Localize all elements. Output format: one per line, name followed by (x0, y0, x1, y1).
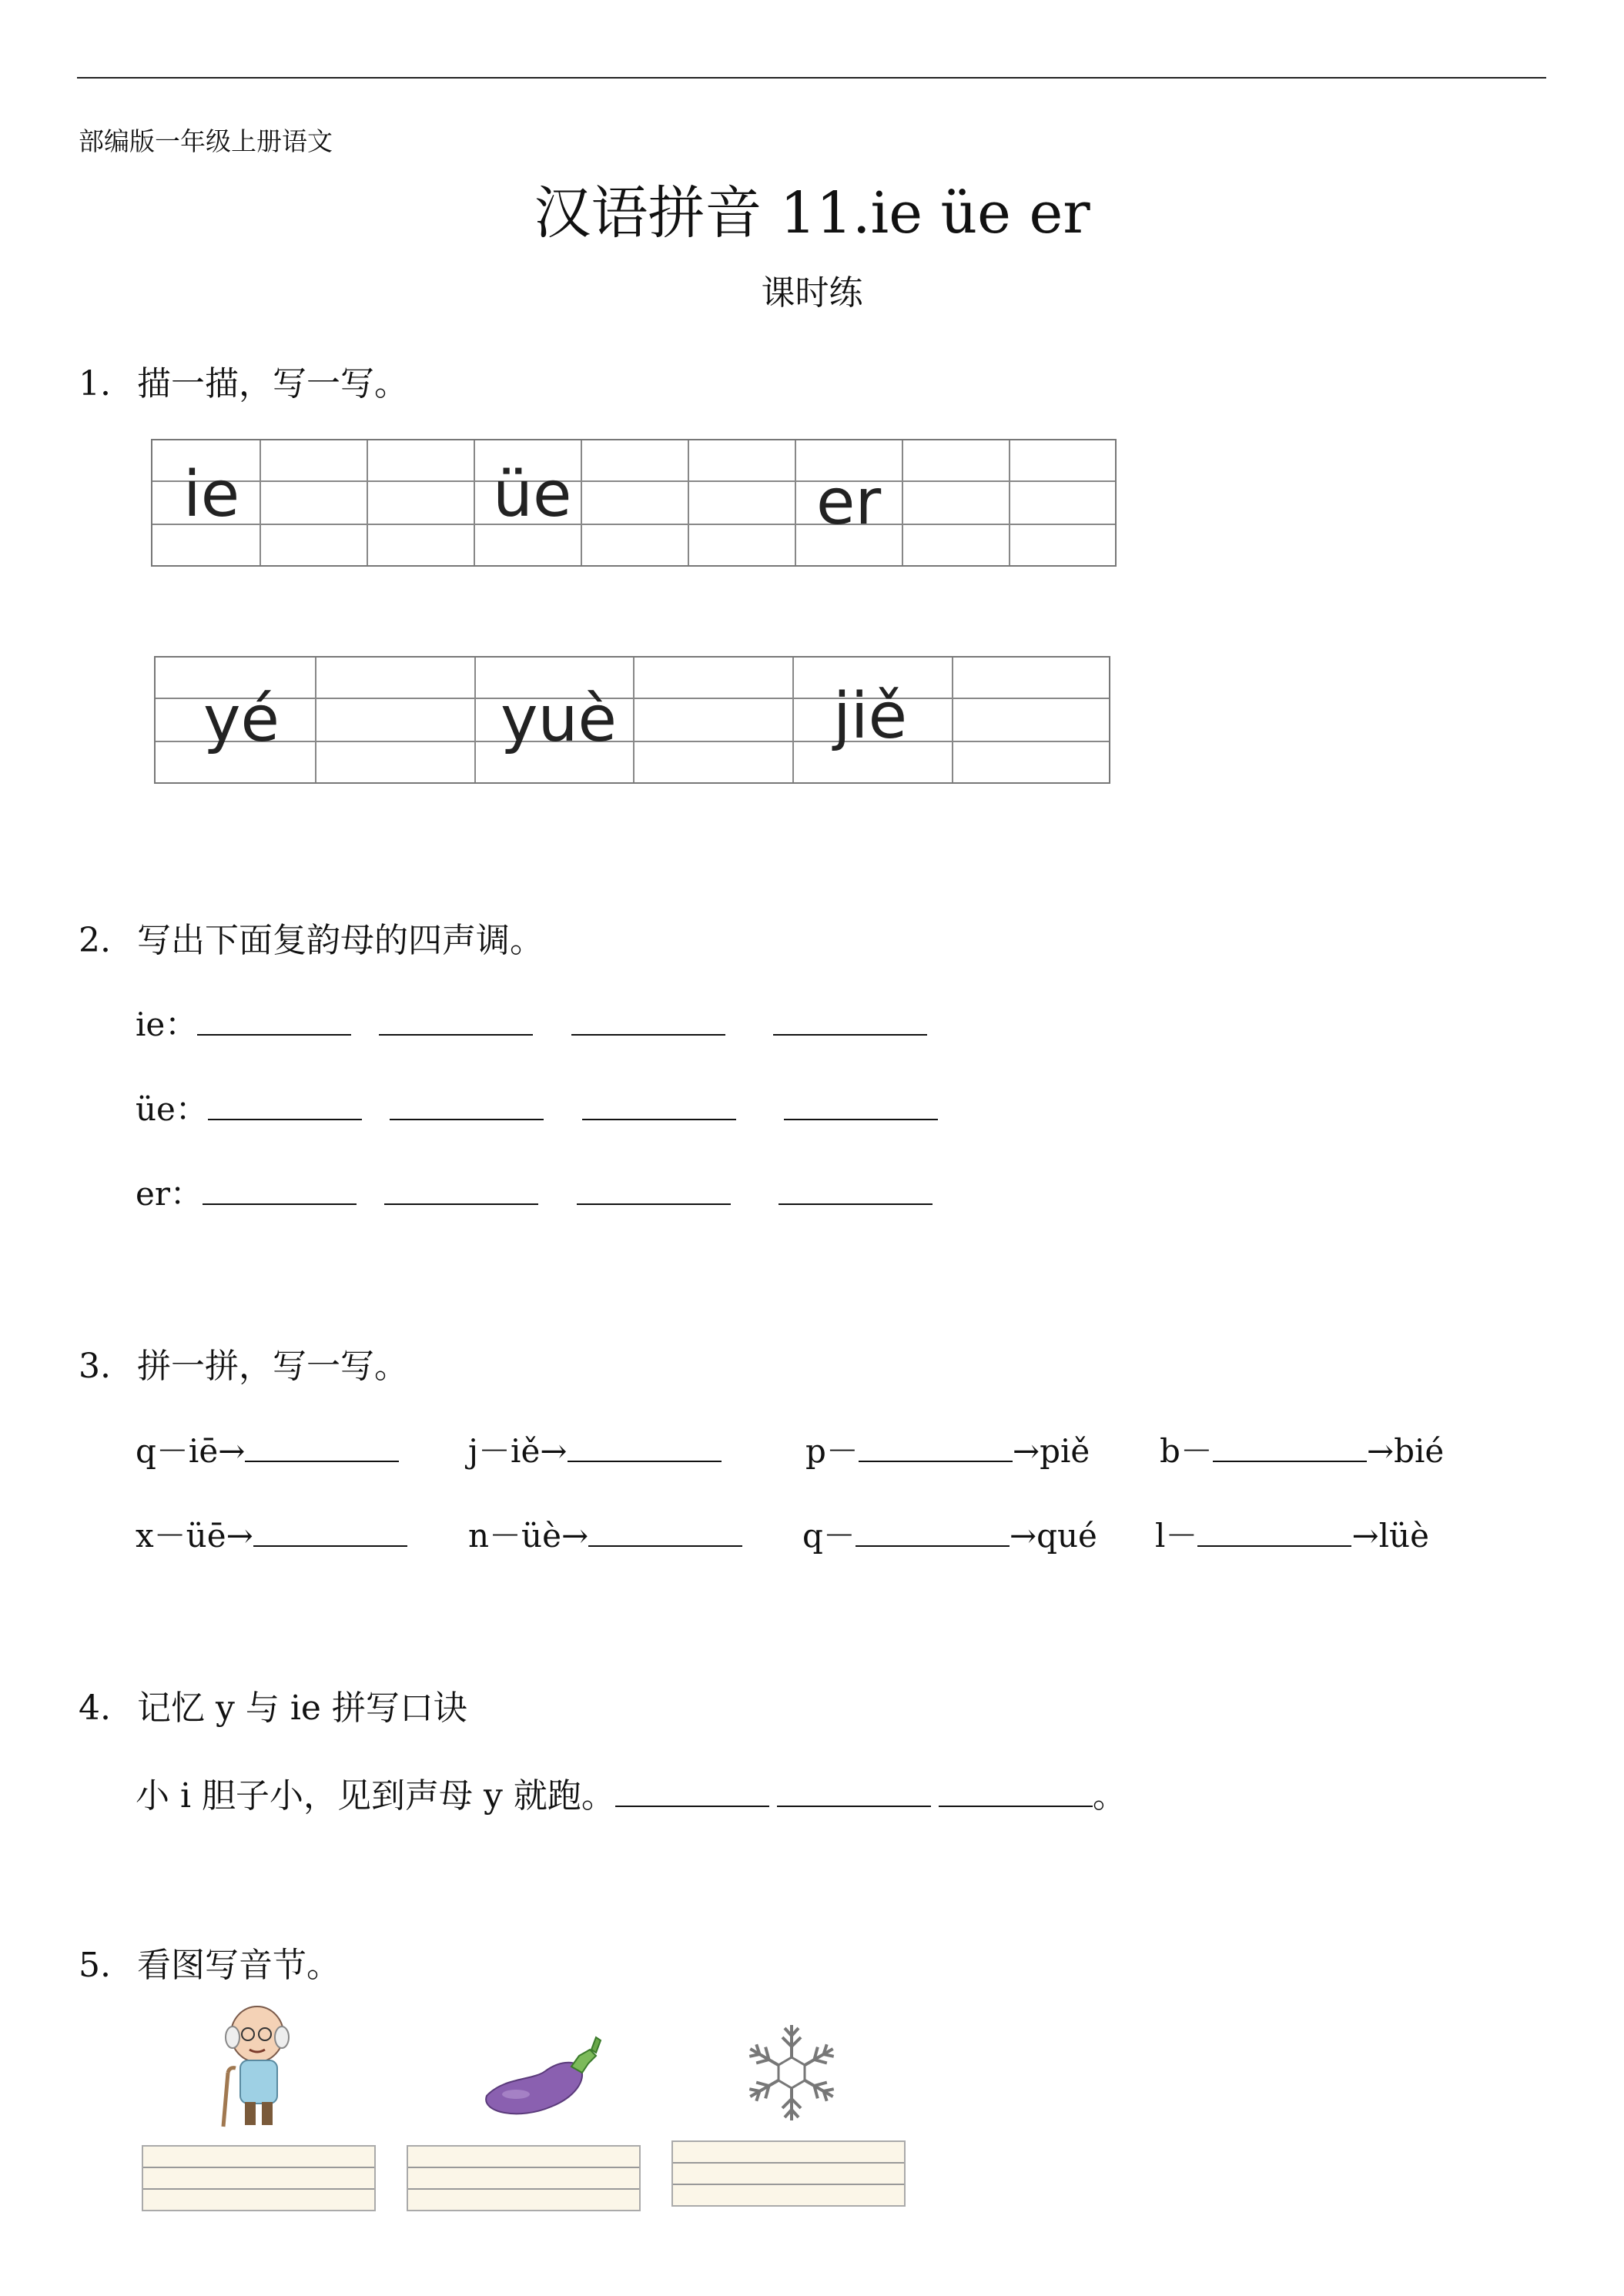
tone-row-er (136, 1169, 933, 1215)
answer-blank[interactable] (253, 1514, 407, 1547)
answer-blank[interactable] (856, 1514, 1010, 1547)
question-prompt: 记忆 y 与 ie 拼写口诀 (137, 1689, 467, 1728)
spell-result: →bié (1366, 1432, 1445, 1470)
answer-box[interactable] (671, 2140, 906, 2207)
answer-blank[interactable] (784, 1088, 938, 1120)
answer-blank[interactable] (588, 1514, 742, 1547)
question-prompt: 拼一拼，写一写。 (137, 1347, 408, 1386)
answer-blank[interactable] (615, 1775, 769, 1807)
spell-item (802, 1511, 1097, 1557)
answer-blank[interactable] (777, 1775, 931, 1807)
question-number: 1. (79, 364, 111, 403)
spell-prompt: p－ (805, 1432, 859, 1470)
question-2 (79, 912, 544, 962)
answer-blank[interactable] (568, 1430, 722, 1462)
answer-blank[interactable] (577, 1173, 731, 1205)
trace-item: üe (493, 458, 572, 531)
snowflake-icon (738, 2019, 845, 2127)
tone-label: er： (136, 1175, 203, 1213)
spell-item (468, 1426, 722, 1472)
question-1 (79, 356, 408, 405)
question-prompt: 写出下面复韵母的四声调。 (137, 921, 544, 960)
answer-blank[interactable] (779, 1173, 933, 1205)
spell-item (1160, 1426, 1444, 1472)
trace-grid-1[interactable] (151, 439, 1117, 567)
answer-blank[interactable] (197, 1003, 351, 1036)
trace-item: yé (203, 683, 280, 756)
question-number: 2. (79, 921, 111, 960)
answer-blank[interactable] (245, 1430, 399, 1462)
spell-result: →lüè (1351, 1517, 1429, 1555)
spell-item (1155, 1511, 1429, 1557)
eggplant-icon (473, 2033, 604, 2125)
question-4 (79, 1680, 467, 1729)
tone-label: ie： (136, 1006, 198, 1043)
question-3 (79, 1338, 408, 1387)
page-title: 汉语拼音 11.ie üe er (534, 180, 1090, 246)
spell-prompt: q－iē→ (136, 1432, 246, 1470)
spell-item (136, 1426, 399, 1472)
spell-result: →qué (1009, 1517, 1097, 1555)
answer-blank[interactable] (939, 1775, 1093, 1807)
tone-row-ie (136, 999, 927, 1046)
tone-label: üe： (136, 1090, 208, 1128)
answer-blank[interactable] (203, 1173, 357, 1205)
answer-blank[interactable] (571, 1003, 725, 1036)
spell-prompt: l－ (1155, 1517, 1198, 1555)
answer-box[interactable] (142, 2145, 376, 2211)
spell-prompt: x－üē→ (136, 1517, 253, 1555)
question-5 (79, 1937, 340, 1986)
question-number: 4. (79, 1689, 111, 1728)
spell-prompt: b－ (1160, 1432, 1213, 1470)
question-prompt: 描一描，写一写。 (137, 364, 408, 403)
answer-blank[interactable] (384, 1173, 538, 1205)
spell-prompt: q－ (802, 1517, 856, 1555)
spell-item (805, 1426, 1090, 1472)
spell-item (136, 1511, 407, 1557)
trace-item: jiě (833, 680, 908, 753)
spell-item (468, 1511, 742, 1557)
spell-result: →piě (1012, 1432, 1090, 1470)
question-number: 5. (79, 1946, 111, 1985)
answer-blank[interactable] (1213, 1430, 1367, 1462)
answer-blank[interactable] (859, 1430, 1013, 1462)
page-subtitle: 课时练 (761, 273, 863, 313)
answer-blank[interactable] (1197, 1514, 1351, 1547)
mnemonic-text: 小 i 胆子小，见到声母 y 就跑。 (136, 1776, 615, 1816)
answer-blank[interactable] (773, 1003, 927, 1036)
header-rule (77, 77, 1546, 79)
answer-blank[interactable] (582, 1088, 736, 1120)
answer-blank[interactable] (390, 1088, 544, 1120)
answer-blank[interactable] (208, 1088, 362, 1120)
trace-item: er (816, 466, 882, 539)
answer-blank[interactable] (379, 1003, 533, 1036)
tone-row-ue (136, 1084, 938, 1130)
trace-item: ie (183, 458, 240, 531)
question-number: 3. (79, 1347, 111, 1386)
header-note: 部编版一年级上册语文 (79, 126, 333, 156)
spell-prompt: j－iě→ (468, 1432, 568, 1470)
question-prompt: 看图写音节。 (137, 1946, 340, 1985)
trace-grid-2[interactable] (154, 656, 1110, 784)
spell-prompt: n－üè→ (468, 1517, 589, 1555)
mnemonic-end: 。 (1092, 1776, 1127, 1816)
trace-item: yuè (501, 683, 617, 756)
answer-box[interactable] (407, 2145, 641, 2211)
mnemonic-line (136, 1768, 1127, 1817)
grandpa-icon (206, 2003, 306, 2134)
